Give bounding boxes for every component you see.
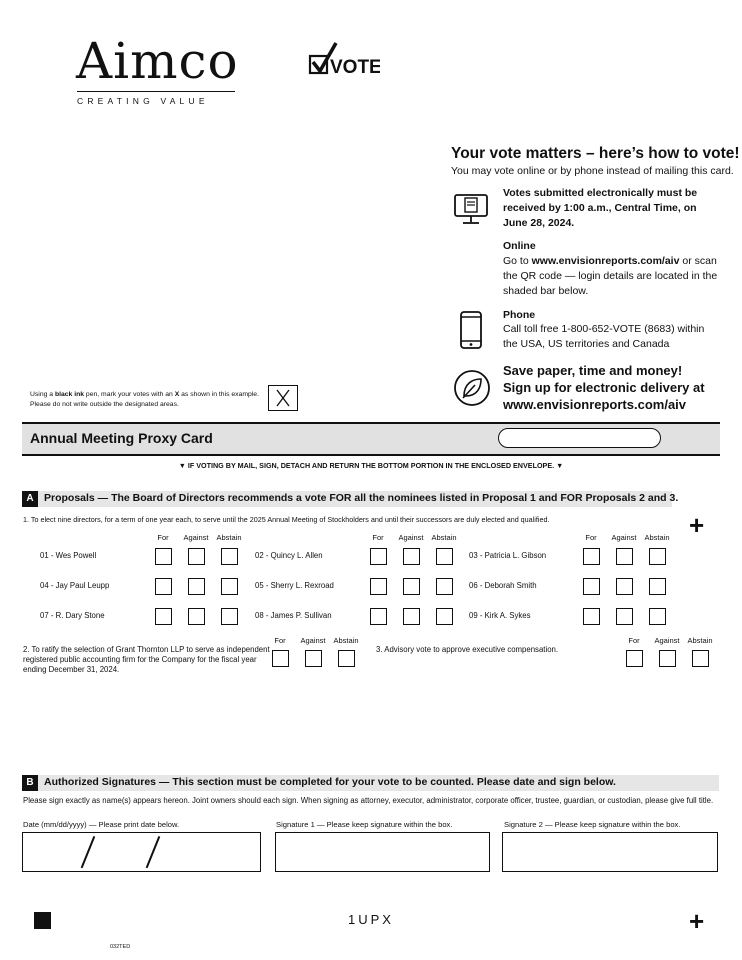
section-b-heading: Authorized Signatures — This section must be completed for your vote to be counted. Please date and sign below. [44,776,616,788]
small-form-code: 032TED [110,944,131,950]
vote-logo [308,40,380,89]
marking-instructions: Using a black ink pen, mark your votes with an X as shown in this example. Please do not write outside the designated areas. [30,391,259,408]
form-code: 1UPX [348,912,394,927]
registration-plus-top: + [689,510,705,540]
proposal-3-header-abstain: Abstain [687,636,713,645]
column-header-against: Against [611,533,637,542]
computer-icon [453,192,489,231]
vote-checkbox-for[interactable] [370,578,387,595]
nominee-name: 01 - Wes Powell [40,551,97,560]
column-header-for: For [157,533,169,542]
vote-checkbox-abstain[interactable] [649,548,666,565]
column-header-abstain: Abstain [216,533,242,542]
nominee-name: 03 - Patricia L. Gibson [469,551,547,560]
proposal-3-checkbox-for[interactable] [626,650,643,667]
vote-checkbox-for[interactable] [583,548,600,565]
vote-checkbox-against[interactable] [616,548,633,565]
phone-text: Call toll free 1-800-652-VOTE (8683) within the USA, US territories and Canada [503,323,705,350]
example-mark-box [268,385,298,411]
column-header-abstain: Abstain [644,533,670,542]
vote-checkbox-abstain[interactable] [436,608,453,625]
proposal-2-header-against: Against [300,636,326,645]
detach-instruction: ▼ IF VOTING BY MAIL, SIGN, DETACH AND RETURN THE BOTTOM PORTION IN THE ENCLOSED ENVELOPE. ▼ [178,461,564,470]
phone-heading: Phone [503,309,536,321]
section-a-heading: Proposals — The Board of Directors recommends a vote FOR all the nominees listed in Proposal 1 and FOR Proposals 2 and 3. [44,492,679,504]
save-line2: Sign up for electronic delivery at [503,380,705,395]
signature-2-label: Signature 2 — Please keep signature within the box. [504,820,681,829]
vote-checkbox-against[interactable] [403,548,420,565]
vote-checkbox-for[interactable] [370,548,387,565]
section-b-header [22,775,719,791]
vote-checkbox-abstain[interactable] [649,608,666,625]
vote-checkbox-for[interactable] [155,608,172,625]
nominee-name: 06 - Deborah Smith [469,581,537,590]
deadline-text: Votes submitted electronically must be received by 1:00 a.m., Central Time, on June 28, 2024. [503,187,698,229]
column-header-against: Against [398,533,424,542]
vote-checkbox-against[interactable] [403,578,420,595]
proposal-2-checkbox-for[interactable] [272,650,289,667]
vote-info-title: Your vote matters – here’s how to vote! [451,145,740,162]
section-a-header [22,491,679,507]
proposal-3-checkbox-against[interactable] [659,650,676,667]
vote-checkbox-against[interactable] [188,548,205,565]
signature-1-field[interactable] [275,832,490,872]
nominee-name: 04 - Jay Paul Leupp [40,581,110,590]
online-url[interactable]: www.envisionreports.com/aiv [531,255,680,267]
signature-1-label: Signature 1 — Please keep signature within the box. [276,820,453,829]
proposal-2-checkbox-against[interactable] [305,650,322,667]
vote-logo-text: VOTE [330,57,380,78]
vote-checkbox-abstain[interactable] [221,578,238,595]
online-heading: Online [503,240,536,252]
nominee-name: 09 - Kirk A. Sykes [469,611,531,620]
vote-checkbox-against[interactable] [616,608,633,625]
electronic-delivery-promo [503,362,723,413]
vote-checkbox-for[interactable] [155,548,172,565]
proposal-2-header-abstain: Abstain [333,636,359,645]
section-b-letter: B [22,775,38,791]
section-a-letter: A [22,491,38,507]
proposal-3-checkbox-abstain[interactable] [692,650,709,667]
save-line1: Save paper, time and money! [503,363,683,378]
vote-checkbox-abstain[interactable] [221,608,238,625]
vote-checkbox-abstain[interactable] [436,578,453,595]
phone-icon [459,310,483,355]
proxy-card-title: Annual Meeting Proxy Card [30,430,213,446]
vote-checkbox-for[interactable] [583,608,600,625]
proposal-2-header-for: For [274,636,286,645]
vote-checkbox-abstain[interactable] [649,578,666,595]
vote-checkbox-abstain[interactable] [221,548,238,565]
logo-tagline: CREATING VALUE [77,96,209,106]
proposal-1-text: 1. To elect nine directors, for a term of one year each, to serve until the 2025 Annual Meeting of Stockholders and until their successors are duly elected and qualified. [23,515,550,524]
column-header-abstain: Abstain [431,533,457,542]
proposal-3-header-against: Against [654,636,680,645]
vote-checkbox-against[interactable] [188,578,205,595]
signature-instructions: Please sign exactly as name(s) appears hereon. Joint owners should each sign. When signing as attorney, executor, administrator, corporate officer, trustee, guardian, or custodian, please give full title. [23,796,714,805]
vote-checkbox-against[interactable] [403,608,420,625]
vote-checkbox-for[interactable] [155,578,172,595]
save-url[interactable]: www.envisionreports.com/aiv [503,397,687,412]
date-label: Date (mm/dd/yyyy) — Please print date below. [23,820,180,829]
column-header-against: Against [183,533,209,542]
login-details-field [498,428,661,448]
leaf-icon [453,369,491,412]
proposal-2-checkbox-abstain[interactable] [338,650,355,667]
vote-info-subtitle: You may vote online or by phone instead of mailing this card. [451,165,734,177]
vote-checkbox-for[interactable] [583,578,600,595]
nominee-name: 05 - Sherry L. Rexroad [255,581,334,590]
proposal-2-text: 2. To ratify the selection of Grant Thornton LLP to serve as independent registered public accounting firm for the Company for the fiscal year ending December 31, 2024. [23,645,270,674]
date-separator [81,836,95,868]
proposal-3-header-for: For [628,636,640,645]
date-field[interactable] [22,832,261,872]
vote-checkbox-against[interactable] [188,608,205,625]
nominee-name: 02 - Quincy L. Allen [255,551,323,560]
proposal-3-text: 3. Advisory vote to approve executive compensation. [376,645,559,654]
column-header-for: For [585,533,597,542]
date-separator [146,836,160,868]
nominee-name: 08 - James P. Sullivan [255,611,332,620]
vote-checkbox-against[interactable] [616,578,633,595]
vote-checkbox-abstain[interactable] [436,548,453,565]
column-header-for: For [372,533,384,542]
aimco-logo: Aimco [76,32,239,90]
logo-divider [77,91,235,92]
registration-plus-bottom: + [689,906,705,936]
signature-2-field[interactable] [502,832,718,872]
vote-checkbox-for[interactable] [370,608,387,625]
online-text: Go to www.envisionreports.com/aiv or scan the QR code — login details are located in the shaded bar below. [503,255,718,297]
nominee-name: 07 - R. Dary Stone [40,611,105,620]
